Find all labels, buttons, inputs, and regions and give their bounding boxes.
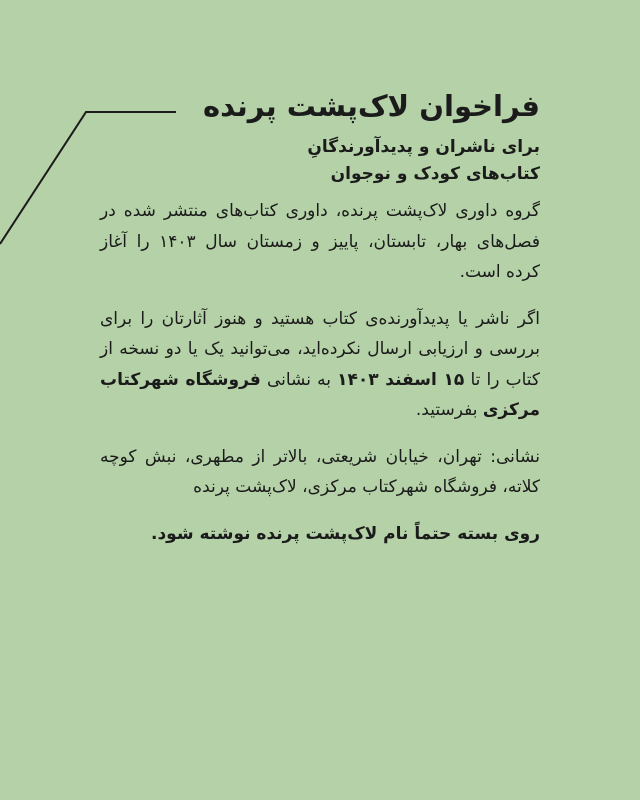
store-name: فروشگاه شهرکتاب مرکزی <box>100 369 540 420</box>
subtitle-line-1: برای ناشران و پدیدآورندگانِ <box>307 137 540 157</box>
poster-subtitle <box>100 134 540 188</box>
call-text-3: بفرستید. <box>415 400 478 420</box>
call-text-2: به نشانی <box>266 369 331 390</box>
subtitle-line-2: کتاب‌های کودک و نوجوان <box>330 164 540 184</box>
call-text-1: اگر ناشر یا پدیدآورنده‌ی کتاب هستید و هنوز آثارتان را برای بررسی و ارزیابی ارسال نکرده‌اید، می‌توانید یک یا دو نسخه از کتاب را تا <box>100 308 541 390</box>
deadline-date: ۱۵ اسفند ۱۴۰۳ <box>337 369 465 390</box>
call-paragraph <box>100 304 540 426</box>
intro-paragraph: گروه داوری لاک‌پشت پرنده، داوری کتاب‌های منتشر شده در فصل‌های بهار، تابستان، پاییز و زمستان سال ۱۴۰۳ را آغاز کرده است. <box>100 201 540 282</box>
poster-content <box>100 84 540 549</box>
package-note: روی بسته حتماً نام لاک‌پشت پرنده نوشته شود. <box>151 523 540 544</box>
address-paragraph: نشانی: تهران، خیابان شریعتی، بالاتر از مطهری، نبش کوچه کلاته، فروشگاه شهرکتاب مرکزی، لاک‌پشت پرنده <box>100 446 540 497</box>
poster-title: فراخوان لاک‌پشت پرنده <box>202 89 540 123</box>
